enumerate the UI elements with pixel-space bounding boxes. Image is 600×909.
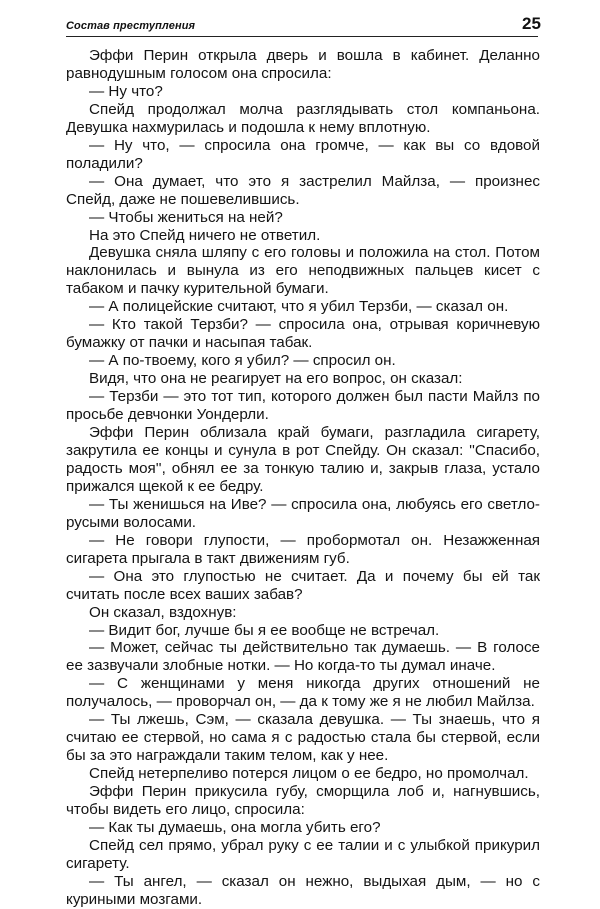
paragraph: Он сказал, вздохнув: [89,603,237,621]
paragraph: Девушка сняла шляпу с его головы и положила на стол. Потом наклонилась и вынула из его неподвижных пальцев кисет с табаком и пачку курительной бумаги. [66,244,540,298]
paragraph: — Не говори глупости, — пробормотал он. Незажженная сигарета прыгала в такт движениям губ. [66,531,540,567]
paragraph: Спейд сел прямо, убрал руку с ее талии и с улыбкой прикурил сигарету. [66,836,540,872]
paragraph: — Она это глупостью не считает. Да и почему бы ей так считать после всех ваших забав? [66,567,540,603]
paragraph: — Может, сейчас ты действительно так думаешь. — В голосе ее зазвучали злобные нотки. — Но когда-то ты думал иначе. [66,639,540,675]
paragraph: — Чтобы жениться на ней? [89,208,283,226]
paragraph: — Ну что? [89,82,163,100]
paragraph: — А полицейские считают, что я убил Терзби, — сказал он. [89,298,509,316]
paragraph: — Ты женишься на Иве? — спросила она, любуясь его светло-русыми волосами. [66,495,540,531]
paragraph: Спейд нетерпеливо потерся лицом о ее бедро, но промолчал. [89,765,529,783]
paragraph: — Кто такой Терзби? — спросила она, отрывая коричневую бумажку от пачки и насыпая табак. [66,316,540,352]
header-rule [66,36,538,37]
paragraph: — Она думает, что это я застрелил Майлза, — произнес Спейд, даже не пошевелившись. [66,172,540,208]
paragraph: Эффи Перин облизала край бумаги, разгладила сигарету, закрутила ее концы и сунула в рот Спейду. Он сказал: ''Спасибо, радость моя'', обнял ее за тонкую талию и, закрыв глаза, устало прижался щекой к ее бедру. [66,424,540,495]
paragraph: — Ты лжешь, Сэм, — сказала девушка. — Ты знаешь, что я считаю ее стервой, но сама я с радостью стала бы стервой, если бы за это награждали таким телом, как у нее. [66,711,540,765]
running-title: Состав преступления [66,20,196,32]
paragraph: Эффи Перин прикусила губу, сморщила лоб и, нагнувшись, чтобы видеть его лицо, спросила: [66,783,540,819]
paragraph: — Видит бог, лучше бы я ее вообще не встречал. [89,621,440,639]
paragraph: Эффи Перин открыла дверь и вошла в кабинет. Деланно равнодушным голосом она спросила: [66,47,540,82]
paragraph: — С женщинами у меня никогда других отношений не получалось, — проворчал он, — да к тому же я не любил Майлза. [66,675,540,711]
body-text [66,47,540,909]
page-number: 25 [522,14,541,33]
paragraph: Видя, что она не реагирует на его вопрос, он сказал: [89,370,463,388]
paragraph: — Ты ангел, — сказал он нежно, выдыхая дым, — но с куриными мозгами. [66,872,540,908]
paragraph: — Как ты думаешь, она могла убить его? [89,818,381,836]
paragraph: На это Спейд ничего не ответил. [89,226,321,244]
paragraph: Спейд продолжал молча разглядывать стол компаньона. Девушка нахмурилась и подошла к нему вплотную. [66,100,540,136]
paragraph: — А по-твоему, кого я убил? — спросил он. [89,352,396,370]
paragraph: — Терзби — это тот тип, которого должен был пасти Майлз по просьбе девчонки Уондерли. [66,388,540,424]
paragraph: — Ну что, — спросила она громче, — как вы со вдовой поладили? [66,136,540,172]
